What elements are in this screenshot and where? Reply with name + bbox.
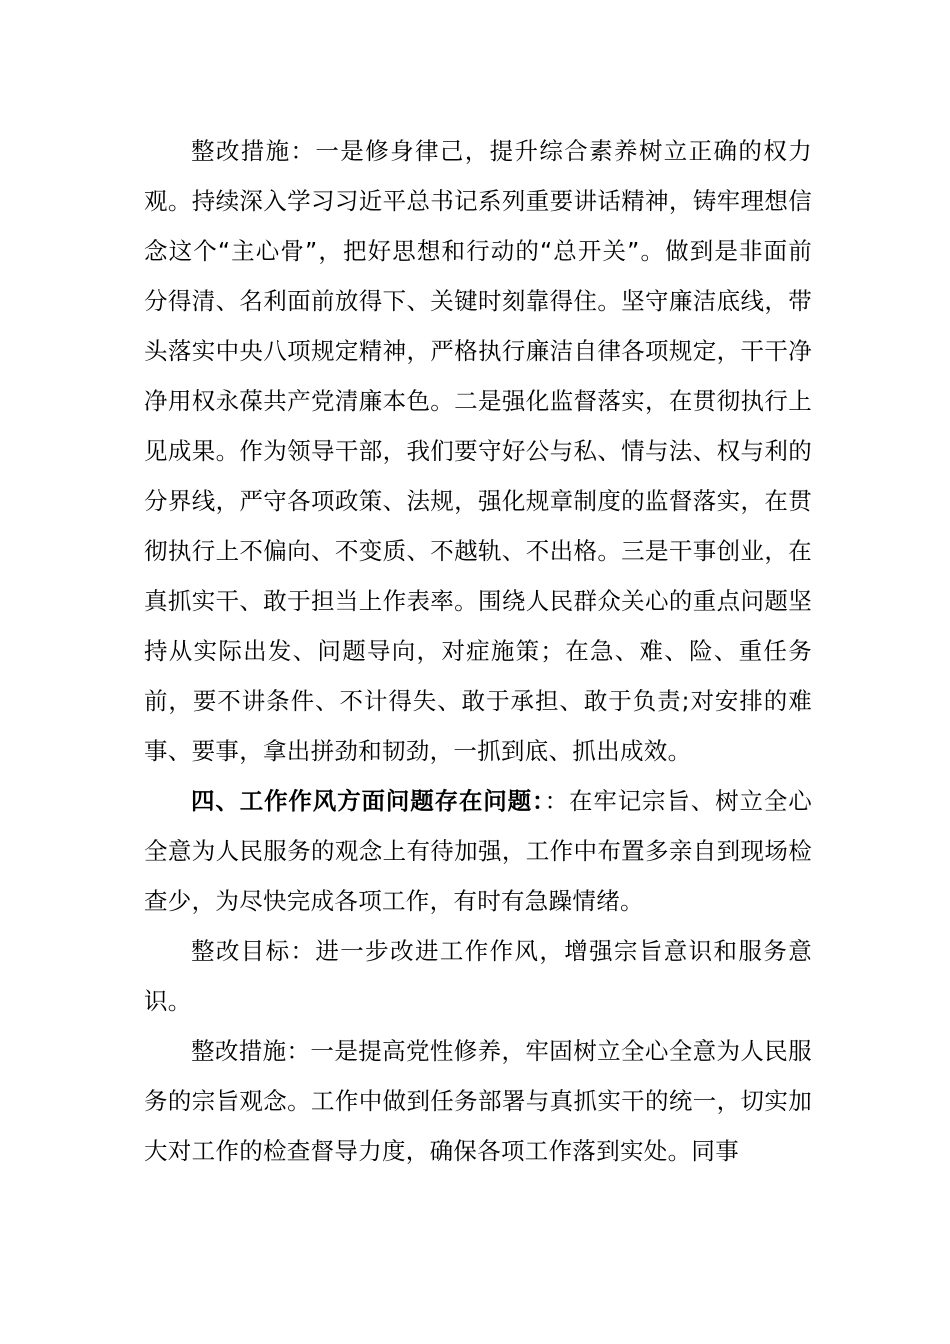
paragraph-section-4: [144, 776, 812, 926]
paragraph-text: ：在牢记宗旨、树立全心全意为人民服务的观念上有待加强，工作中布置多亲自到现场检查少，为尽快完成各项工作，有时有急躁情绪。: [144, 787, 812, 915]
section-heading: 四、工作作风方面问题存在问题：: [191, 787, 545, 815]
paragraph-text: 整改目标：进一步改进工作作风，增强宗旨意识和服务意识。: [144, 937, 812, 1015]
document-body: [144, 126, 812, 1176]
paragraph-measures-1: [144, 126, 812, 776]
paragraph-text: 整改措施：一是修身律己，提升综合素养树立正确的权力观。持续深入学习习近平总书记系列重要讲话精神，铸牢理想信念这个“主心骨”，把好思想和行动的“总开关”。做到是非面前分得清、名利面前放得下、关键时刻靠得住。坚守廉洁底线，带头落实中央八项规定精神，严格执行廉洁自律各项规定，干干净净用权永葆共产党清廉本色。二是强化监督落实，在贯彻执行上见成果。作为领导干部，我们要守好公与私、情与法、权与利的分界线，严守各项政策、法规，强化规章制度的监督落实，在贯彻执行上不偏向、不变质、不越轨、不出格。三是干事创业，在真抓实干、敢于担当上作表率。围绕人民群众关心的重点问题坚持从实际出发、问题导向，对症施策；在急、难、险、重任务前，要不讲条件、不计得失、敢于承担、敢于负责;对安排的难事、要事，拿出拼劲和韧劲，一抓到底、抓出成效。: [144, 137, 812, 765]
paragraph-text: 整改措施：一是提高党性修养，牢固树立全心全意为人民服务的宗旨观念。工作中做到任务部署与真抓实干的统一，切实加大对工作的检查督导力度，确保各项工作落到实处。同事: [144, 1037, 812, 1165]
paragraph-measures-2: [144, 1026, 812, 1176]
paragraph-goal: [144, 926, 812, 1026]
